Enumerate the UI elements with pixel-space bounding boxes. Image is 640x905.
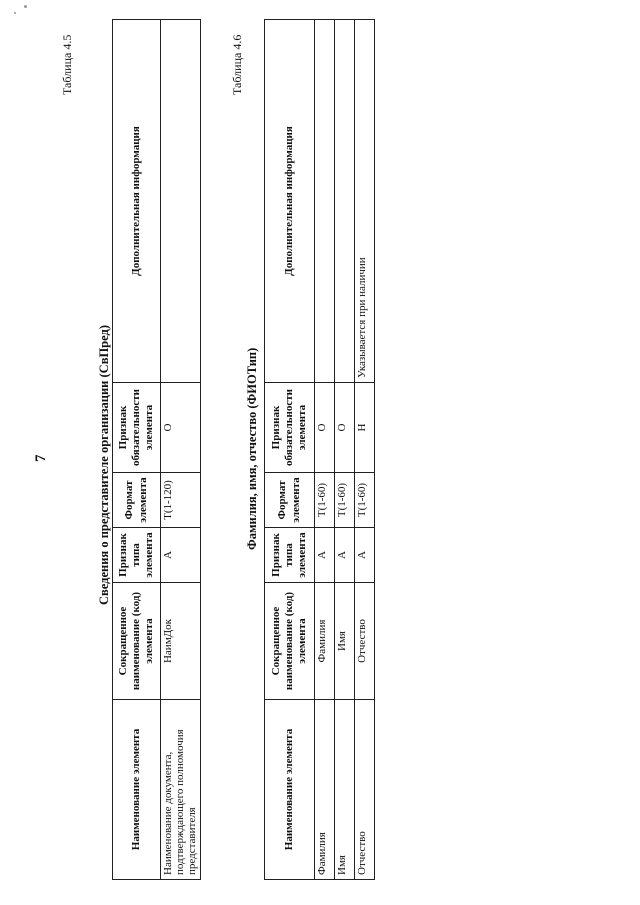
table-cell: Т(1-60) [315, 473, 335, 528]
table-row [335, 20, 355, 880]
table-cell: Т(1-60) [355, 473, 375, 528]
header-cell: Наименование элемента [113, 700, 161, 880]
table-4-5 [112, 19, 201, 880]
table-cell: Фамилия [315, 583, 335, 700]
table-cell: А [161, 528, 201, 583]
table-cell: А [335, 528, 355, 583]
table-4-6 [264, 19, 375, 880]
table-cell: НаимДок [161, 583, 201, 700]
table-row [355, 20, 375, 880]
header-cell: Признак типа элемента [113, 528, 161, 583]
table-cell [335, 20, 355, 383]
header-cell: Признак обязательности элемента [265, 383, 315, 473]
header-cell: Наименование элемента [265, 700, 315, 880]
table-cell: Отчество [355, 583, 375, 700]
header-cell: Формат элемента [113, 473, 161, 528]
page-number: 7 [33, 454, 49, 462]
table-4-6-title: Фамилия, имя, отчество (ФИОТип) [245, 347, 259, 550]
table-cell: О [161, 383, 201, 473]
table-cell: Имя [335, 700, 355, 880]
table-cell: Отчество [355, 700, 375, 880]
header-cell: Дополнительная информация [113, 20, 161, 383]
scan-speck [14, 12, 16, 14]
table-row [315, 20, 335, 880]
header-cell: Сокращенное наименование (код) элемента [265, 583, 315, 700]
table-4-5-caption: Таблица 4.5 [60, 34, 74, 95]
table-cell [315, 20, 335, 383]
table-cell: Наименование документа, подтверждающего полномочия представителя [161, 700, 201, 880]
table-4-6-caption: Таблица 4.6 [230, 34, 244, 95]
table-cell: Т(1-120) [161, 473, 201, 528]
header-cell: Сокращенное наименование (код) элемента [113, 583, 161, 700]
table-cell [161, 20, 201, 383]
table-cell: О [315, 383, 335, 473]
table-4-5-title: Сведения о представителе организации (СвПред) [97, 325, 111, 605]
table-cell: О [335, 383, 355, 473]
table-cell: А [315, 528, 335, 583]
table-row [161, 20, 201, 880]
table-cell: Фамилия [315, 700, 335, 880]
table-cell: Указывается при наличии [355, 20, 375, 383]
table-cell: Имя [335, 583, 355, 700]
header-cell: Дополнительная информация [265, 20, 315, 383]
table-cell: Н [355, 383, 375, 473]
header-cell: Признак обязательности элемента [113, 383, 161, 473]
table-cell: Т(1-60) [335, 473, 355, 528]
table-cell: А [355, 528, 375, 583]
scan-speck [24, 5, 27, 8]
header-cell: Формат элемента [265, 473, 315, 528]
header-cell: Признак типа элемента [265, 528, 315, 583]
